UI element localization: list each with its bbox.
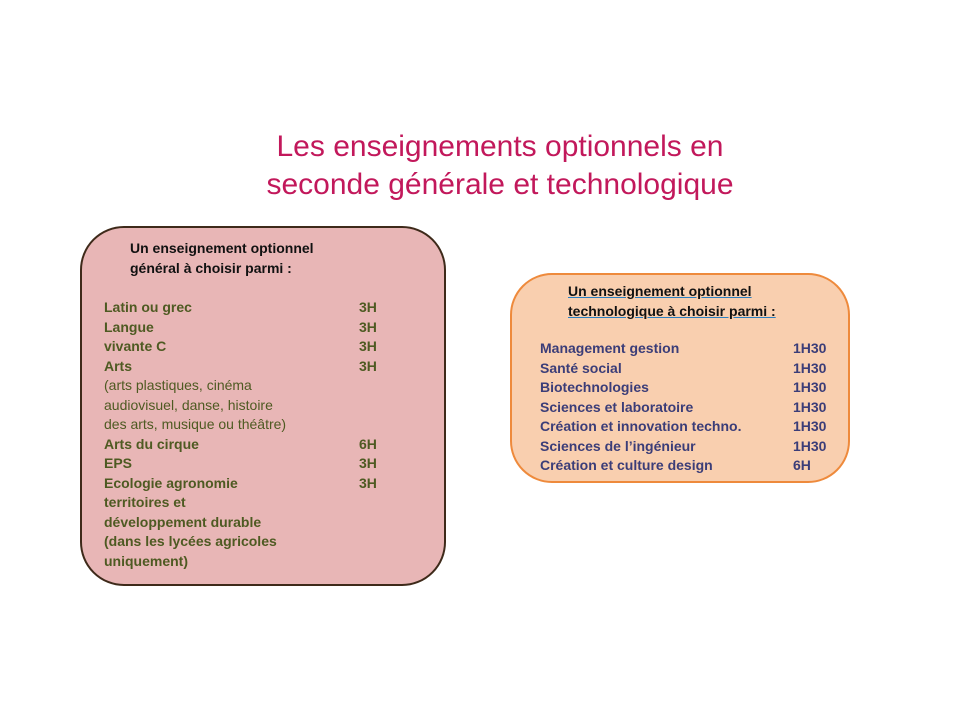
list-item <box>104 532 384 552</box>
list-item <box>104 493 384 513</box>
option-hours: 3H <box>359 474 377 491</box>
page-title <box>200 128 800 204</box>
tech-box-heading <box>568 281 776 321</box>
option-label: Création et culture design <box>540 457 713 473</box>
list-item <box>104 396 384 416</box>
general-box-heading <box>130 238 314 278</box>
option-label: Management gestion <box>540 340 680 356</box>
tech-heading-line-1: Un enseignement optionnel <box>568 283 752 299</box>
option-label: territoires et <box>104 494 186 510</box>
list-item <box>104 376 384 396</box>
option-label: Sciences de l’ingénieur <box>540 437 696 454</box>
list-item <box>104 513 384 533</box>
option-label: développement durable <box>104 513 262 530</box>
list-item <box>540 417 840 437</box>
list-item <box>540 398 840 418</box>
option-label: Ecologie agronomie <box>104 474 238 491</box>
option-label: (dans les lycées agricoles <box>104 533 277 549</box>
list-item <box>540 339 840 359</box>
list-item <box>104 415 384 435</box>
option-label: (arts plastiques, cinéma <box>104 377 252 393</box>
option-hours: 3H <box>359 318 377 335</box>
list-item <box>540 456 840 476</box>
option-hours: 3H <box>359 455 377 471</box>
option-hours: 1H30 <box>793 379 827 395</box>
option-label: EPS <box>104 455 133 471</box>
tech-options-list <box>540 339 840 476</box>
option-label: Arts du cirque <box>104 435 199 452</box>
general-heading-line-1: Un enseignement optionnel <box>130 240 314 256</box>
general-options-box <box>80 226 446 586</box>
list-item <box>104 435 384 455</box>
list-item <box>540 359 840 379</box>
option-label: Latin ou grec <box>104 299 192 315</box>
list-item <box>104 474 384 494</box>
option-label: vivante C <box>104 338 167 354</box>
list-item <box>540 378 840 398</box>
option-hours: 3H <box>359 357 377 374</box>
option-label: Biotechnologies <box>540 379 649 395</box>
list-item <box>540 437 840 457</box>
title-line-1: Les enseignements optionnels en <box>276 130 724 163</box>
tech-options-box <box>510 273 850 483</box>
list-item <box>104 454 384 474</box>
option-hours: 1H30 <box>793 359 827 376</box>
list-item <box>104 298 384 318</box>
option-label: uniquement) <box>104 552 188 569</box>
option-hours: 1H30 <box>793 437 827 454</box>
list-item <box>104 357 384 377</box>
list-item <box>104 337 384 357</box>
option-hours: 1H30 <box>793 398 827 415</box>
list-item <box>104 552 384 572</box>
option-hours: 3H <box>359 338 377 354</box>
tech-heading-line-2: technologique à choisir parmi : <box>568 303 776 319</box>
option-hours: 1H30 <box>793 418 827 434</box>
title-line-2: seconde générale et technologique <box>266 168 734 201</box>
option-hours: 1H30 <box>793 340 827 356</box>
option-label: Santé social <box>540 359 622 376</box>
option-label: Sciences et laboratoire <box>540 398 694 415</box>
general-options-list <box>104 298 384 571</box>
option-hours: 6H <box>359 435 377 452</box>
option-hours: 3H <box>359 299 377 315</box>
option-label: des arts, musique ou théâtre) <box>104 416 287 432</box>
option-label: Langue <box>104 318 154 335</box>
option-label: audiovisuel, danse, histoire <box>104 396 273 413</box>
option-hours: 6H <box>793 457 811 473</box>
general-heading-line-2: général à choisir parmi : <box>130 260 292 276</box>
option-label: Création et innovation techno. <box>540 418 742 434</box>
option-label: Arts <box>104 357 133 374</box>
list-item <box>104 318 384 338</box>
